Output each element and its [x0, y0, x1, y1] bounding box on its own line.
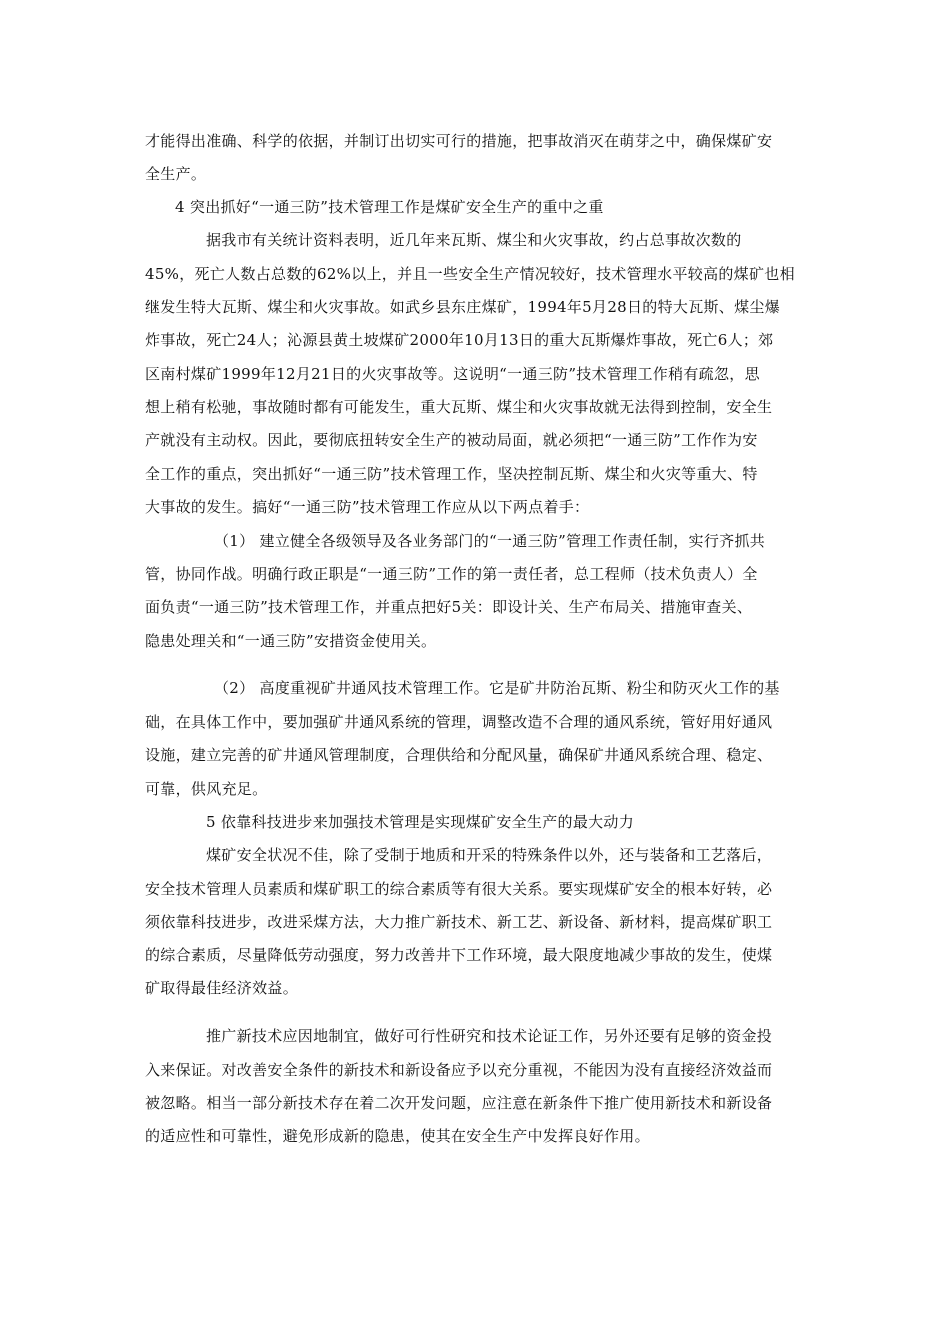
text-line: 设施，建立完善的矿井通风管理制度，合理供给和分配风量，确保矿井通风系统合理、稳定、: [145, 746, 773, 764]
text-line: 大事故的发生。搞好“一通三防”技术管理工作应从以下两点着手：: [145, 498, 590, 516]
text-line: 被忽略。相当一部分新技术存在着二次开发问题，应注意在新条件下推广使用新技术和新设备: [145, 1094, 773, 1112]
text-line: 面负责“一通三防”技术管理工作，并重点把好5关：即设计关、生产布局关、措施审查关、: [145, 598, 753, 616]
text-line: 继发生特大瓦斯、煤尘和火灾事故。如武乡县东庄煤矿，1994年5月28日的特大瓦斯、煤尘爆: [145, 298, 781, 316]
text-line: 才能得出准确、科学的依据，并制订出切实可行的措施，把事故消灭在萌芽之中，确保煤矿安: [145, 132, 773, 150]
text-line: 须依靠科技进步，改进采煤方法，大力推广新技术、新工艺、新设备、新材料，提高煤矿职工: [145, 913, 773, 931]
text-line: 隐患处理关和“一通三防”安措资金使用关。: [145, 632, 437, 650]
text-line: 管，协同作战。明确行政正职是“一通三防”工作的第一责任者，总工程师（技术负责人）全: [145, 565, 758, 583]
text-line: 45%，死亡人数占总数的62%以上，并且一些安全生产情况较好，技术管理水平较高的煤矿也相: [145, 265, 795, 283]
text-line: 可靠，供风充足。: [145, 780, 268, 798]
section-heading-4: 4 突出抓好“一通三防”技术管理工作是煤矿安全生产的重中之重: [175, 198, 604, 216]
text-line: 炸事故，死亡24人；沁源县黄土坡煤矿2000年10月13日的重大瓦斯爆炸事故，死亡6人；郊: [145, 331, 774, 349]
text-line: 矿取得最佳经济效益。: [145, 979, 299, 997]
text-line: 产就没有主动权。因此，要彻底扭转安全生产的被动局面，就必须把“一通三防”工作作为安: [145, 431, 758, 449]
list-item-1-first-line: （1） 建立健全各级领导及各业务部门的“一通三防”管理工作责任制，实行齐抓共: [214, 532, 766, 550]
text-line: 想上稍有松驰，事故随时都有可能发生，重大瓦斯、煤尘和火灾事故就无法得到控制，安全生: [145, 398, 773, 416]
list-item-2-first-line: （2） 高度重视矿井通风技术管理工作。它是矿井防治瓦斯、粉尘和防灭火工作的基: [214, 679, 780, 697]
text-line: 入来保证。对改善安全条件的新技术和新设备应予以充分重视，不能因为没有直接经济效益而: [145, 1061, 773, 1079]
text-line: 安全技术管理人员素质和煤矿职工的综合素质等有很大关系。要实现煤矿安全的根本好转，必: [145, 880, 773, 898]
paragraph-first-line: 煤矿安全状况不佳，除了受制于地质和开采的特殊条件以外，还与装备和工艺落后，: [206, 846, 773, 864]
text-line: 础，在具体工作中，要加强矿井通风系统的管理，调整改造不合理的通风系统，管好用好通风: [145, 713, 773, 731]
text-line: 的综合素质，尽量降低劳动强度，努力改善井下工作环境，最大限度地减少事故的发生，使煤: [145, 946, 773, 964]
text-line: 全工作的重点，突出抓好“一通三防”技术管理工作，坚决控制瓦斯、煤尘和火灾等重大、特: [145, 465, 758, 483]
paragraph-first-line: 推广新技术应因地制宜，做好可行性研究和技术论证工作，另外还要有足够的资金投: [206, 1027, 773, 1045]
text-line: 全生产。: [145, 165, 207, 183]
section-heading-5: 5 依靠科技进步来加强技术管理是实现煤矿安全生产的最大动力: [206, 813, 635, 831]
paragraph-first-line: 据我市有关统计资料表明，近几年来瓦斯、煤尘和火灾事故，约占总事故次数的: [206, 231, 742, 249]
text-line: 的适应性和可靠性，避免形成新的隐患，使其在安全生产中发挥良好作用。: [145, 1127, 650, 1145]
text-line: 区南村煤矿1999年12月21日的火灾事故等。这说明“一通三防”技术管理工作稍有疏忽，思: [145, 365, 760, 383]
